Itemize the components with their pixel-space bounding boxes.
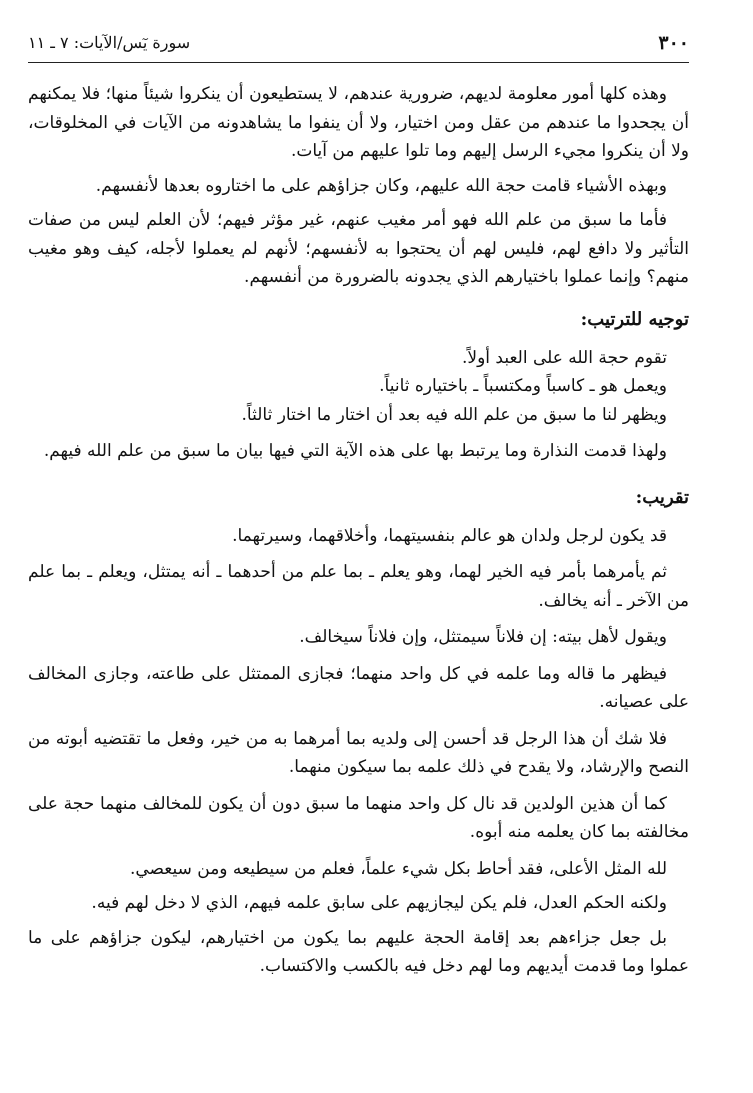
paragraph: فأما ما سبق من علم الله فهو أمر مغيب عنهم، غير مؤثر فيهم؛ لأن العلم ليس من صفات التأثير ولا دافع لهم، فليس لهم أن يحتجوا به لأنفسهم؛ لأنهم لم يعملوا لأجله، كيف وهو مغيب منهم؟ وإنما عملوا باختيارهم الذي يجدونه بالضرورة من أنفسهم. — [28, 210, 689, 287]
page-header — [28, 30, 689, 56]
paragraph: ويقول لأهل بيته: إن فلاناً سيمتثل، وإن فلاناً سيخالف. — [299, 627, 667, 647]
running-title: سورة يٓس/الآيات: ٧ ـ ١١ — [28, 33, 191, 52]
section-heading-approximation: تقريب: — [635, 486, 689, 508]
header-divider — [28, 62, 689, 63]
paragraph: وبهذه الأشياء قامت حجة الله عليهم، وكان جزاؤهم على ما اختاروه بعدها لأنفسهم. — [95, 175, 667, 196]
paragraph: فلا شك أن هذا الرجل قد أحسن إلى ولديه بما أمرهما به من خير، وفعل ما تقتضيه أبوته من النصح والإرشاد، ولا يقدح في ذلك علمه بما سيكون منهما. — [28, 728, 689, 777]
paragraph: كما أن هذين الولدين قد نال كل واحد منهما ما سبق دون أن يكون للمخالف منهما حجة على مخالفته بما كان يعلمه منه أبوه. — [28, 793, 689, 842]
page-body — [28, 80, 689, 981]
order-line: ويظهر لنا ما سبق من علم الله فيه بعد أن اختار ما اختار ثالثاً. — [241, 404, 667, 425]
paragraph: ثم يأمرهما بأمر فيه الخير لهما، وهو يعلم ـ بما علم من أحدهما ـ أنه يمتثل، ويعلم ـ بما علم من الآخر ـ أنه يخالف. — [28, 562, 689, 611]
paragraph: فيظهر ما قاله وما علمه في كل واحد منهما؛ فجازى الممتثل على طاعته، وجازى المخالف على عصيانه. — [28, 663, 689, 712]
order-line: ويعمل هو ـ كاسباً ومكتسباً ـ باختياره ثانياً. — [379, 376, 667, 396]
order-line: تقوم حجة الله على العبد أولاً. — [461, 347, 667, 368]
section-heading-order: توجيه للترتيب: — [580, 308, 689, 330]
paragraph: لله المثل الأعلى، فقد أحاط بكل شيء علماً، فعلم من سيطيعه ومن سيعصي. — [129, 858, 667, 879]
paragraph: ولكنه الحكم العدل، فلم يكن ليجازيهم على سابق علمه فيهم، الذي لا دخل لهم فيه. — [91, 893, 667, 913]
paragraph: قد يكون لرجل ولدان هو عالم بنفسيتهما، وأخلاقهما، وسيرتهما. — [232, 525, 667, 546]
paragraph: بل جعل جزاءهم بعد إقامة الحجة عليهم بما يكون من اختيارهم، ليكون جزاؤهم على ما عملوا وما قدمت أيديهم وما لهم دخل فيه بالكسب والاكتساب. — [28, 927, 689, 976]
paragraph: ولهذا قدمت النذارة وما يرتبط بها على هذه الآية التي فيها بيان ما سبق من علم الله فيهم. — [43, 441, 667, 461]
paragraph: وهذه كلها أمور معلومة لديهم، ضرورية عندهم، لا يستطيعون أن ينكروا شيئاً منها؛ فلا يمكنهم أن يجحدوا ما عندهم من عقل ومن اختيار، ولا أن ينفوا ما يشاهدونه من الآيات في المخلوقات، ولا أن ينكروا مجيء الرسل إليهم وما تلوا عليهم من آيات. — [28, 84, 689, 161]
page-number: ٣٠٠ — [658, 32, 689, 54]
